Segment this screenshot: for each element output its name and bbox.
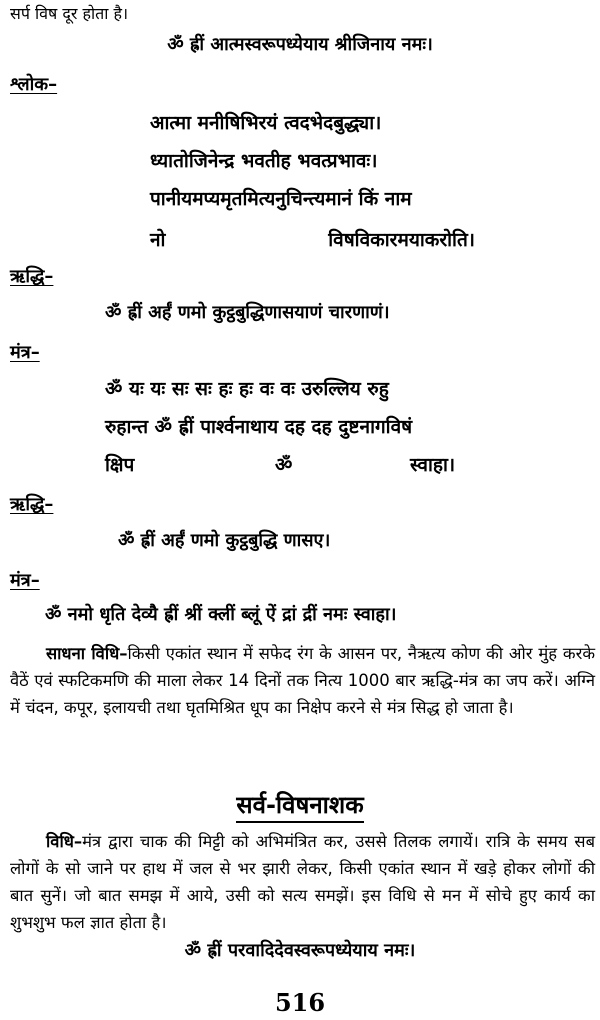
section-title xyxy=(0,788,600,821)
mantra-2-line-1: ॐ यः यः सः सः हः हः वः वः उरुल्लिय रुहु xyxy=(105,378,389,400)
mantra-2-line-3-part-1: क्षिप xyxy=(105,454,135,476)
riddhi-2-heading: ऋद्धि– xyxy=(10,494,54,515)
sadhana-lead: साधना विधि– xyxy=(46,644,128,663)
page-number: 516 xyxy=(274,988,326,1017)
sadhana-text: किसी एकांत स्थान में सफेद रंग के आसन पर, नैऋत्य कोण की ओर मुंह करके वैठें एवं स्फटिकमणि की माला लेकर 14 दिनों तक नित्य 1000 बार ऋद्धि-मंत्र का जप करें। अग्नि में चंदन, कपूर, इलायची तथा घृतमिश्रित धूप का निक्षेप करने से मंत्र सिद्ध हो जाता है। xyxy=(10,644,595,717)
riddhi-2-text: ॐ ह्रीं अर्हं णमो कुट्ठबुद्धि णासए। xyxy=(118,530,331,551)
sadhana-paragraph xyxy=(10,640,595,721)
vidhi-paragraph xyxy=(10,828,595,936)
mantra-3-heading: मंत्र– xyxy=(10,570,40,591)
shlok-line-1: आत्मा मनीषिभिरयं त्वदभेदबुद्ध्या। xyxy=(150,112,382,134)
mantra-1: ॐ ह्रीं आत्मस्वरूपध्येयाय श्रीजिनाय नमः। xyxy=(167,34,433,55)
riddhi-1-heading: ऋद्धि– xyxy=(10,266,54,287)
shlok-line-4 xyxy=(150,226,475,252)
intro-line: सर्प विष दूर होता है। xyxy=(10,4,129,23)
mantra-2-heading: मंत्र– xyxy=(10,342,40,363)
mantra-4: ॐ ह्रीं परवादिदेवस्वरूपध्येयाय नमः। xyxy=(184,940,416,961)
mantra-2-line-3-part-3: स्वाहा। xyxy=(410,454,456,476)
mantra-2-line-2: रुहान्त ॐ ह्रीं पार्श्वनाथाय दह दह दुष्टनागविषं xyxy=(105,416,413,438)
mantra-3-text: ॐ नमो धृति देव्यै ह्रीं श्रीं क्लीं ब्लूं ऐं द्रां द्रीं नमः स्वाहा। xyxy=(45,604,397,625)
vidhi-text: मंत्र द्वारा चाक की मिट्टी को अभिमंत्रित कर, उससे तिलक लगायें। रात्रि के समय सब लोगों के सो जाने पर हाथ में जल से भर झारी लेकर, किसी एकांत स्थान में खड़े होकर लोगों की बात सुनें। जो बात समझ में आये, उसी को सत्य समझें। इस विधि से मन में सोचे हुए कार्य का शुभशुभ फल ज्ञात होता है। xyxy=(10,832,595,932)
riddhi-1-text: ॐ ह्रीं अर्हं णमो कुट्ठबुद्धिणासयाणं चारणाणं। xyxy=(105,302,390,323)
shlok-line-3: पानीयमप्यमृतमित्यनुचिन्त्यमानं किं नाम xyxy=(150,188,412,210)
section-title-text: सर्व-विषनाशक xyxy=(236,791,363,823)
shlok-line-4-part-2: विषविकारमयाकरोति। xyxy=(328,229,475,251)
vidhi-lead: विधि– xyxy=(46,832,83,851)
mantra-2-line-3-part-2: ॐ xyxy=(275,454,293,476)
shlok-line-2: ध्यातोजिनेन्द्र भवतीह भवत्प्रभावः। xyxy=(150,150,378,172)
shlok-heading: श्लोक– xyxy=(10,74,58,95)
shlok-line-4-part-1: नो xyxy=(150,229,166,251)
